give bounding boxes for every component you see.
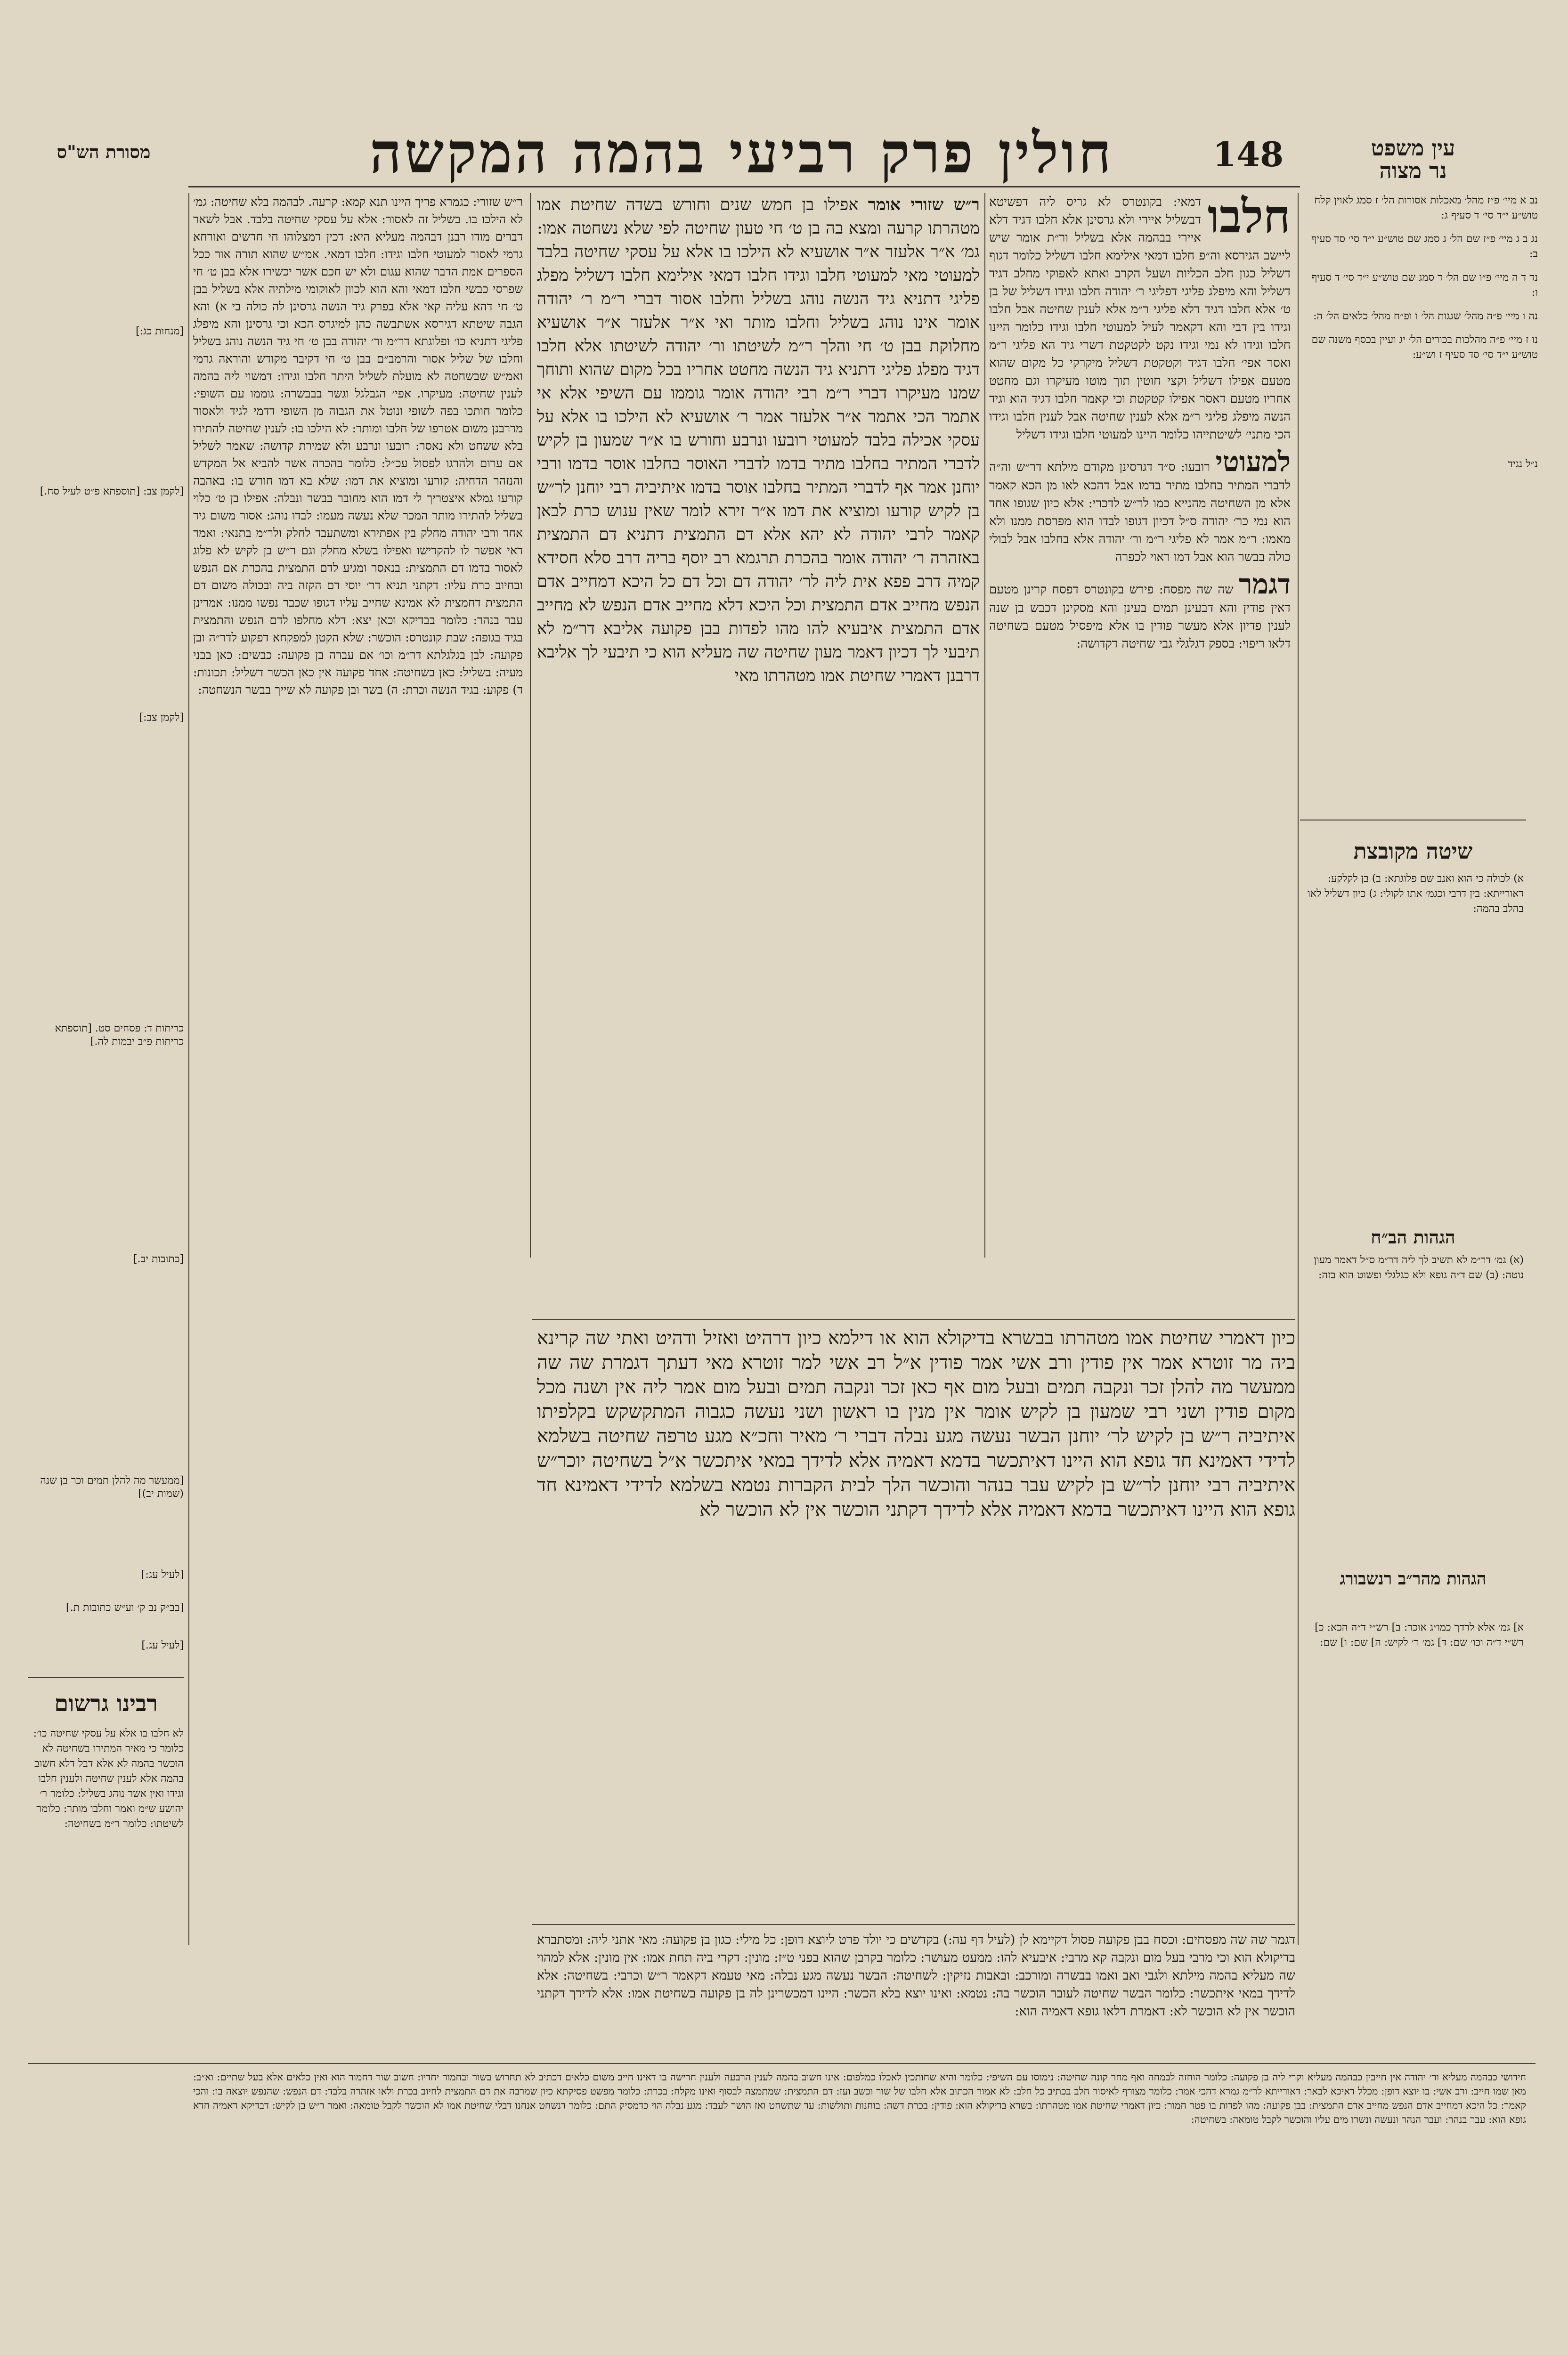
ein-mishpat-item: נו ז מיי׳ פ״ה מהלכות בכורים הל׳ יג ועיין בכסף משנה שם טוש״ע י״ד סי׳ סד סעיף ז וש״ע:	[1311, 334, 1538, 361]
header-divider	[188, 186, 1300, 187]
rashi-text-2: רובעו: ס״ד דגרסינן מקודם מילתא דר״ש וה״ה לדברי המתיר בחלבו מתיר בדמו אבל דהכא לאו מן הכא קאמר אלא מן השחיטה מהנייא כמו לר״ש לדכרי: אלא כיון שגופו אחד הוא נמי כר׳ יהודה ס״ל דכיון דגופו לבדו הוא מפרסת ממנו ולא מאמו: ר״מ אמר לא פליגי ר״מ ור׳ יהודה אלא בחלבו אבל לבולי כולה בבשר הוא אבל דמו ראוי לכפרה	[989, 460, 1291, 564]
massoret-item: [כתובות יב.]	[133, 1253, 184, 1265]
column-divider	[984, 193, 985, 1258]
rabbeinu-gershom-title: רבינו גרשום	[54, 1690, 158, 1717]
gemara-column	[537, 193, 980, 1314]
hagahot-maharav-title: הגהות מהר״ב רנשבורג	[1340, 1569, 1487, 1589]
gemara-text-2: כיון דאמרי שחיטת אמו מטהרתו בבשרא בדיקולא הוא או דילמא כיון דרהיט ואזיל ודהיט ואתי שה קרינא ביה מר זוטרא אמר אין פודין ורב אשי אמר פודין א״ל רב אשי למר זוטרא מאי דעתך דגמרת שה שה ממעשר מה להלן זכר ונקבה תמים ובעל מום אף כאן זכר ונקבה תמים ובעל מום אמר ליה אין ושנה מכל מקום פודין ושני רבי שמעון בן לקיש אומר אין מנין בו ראשון ושני נעשה כגבוה המתקשקש בקלפיתו איתיביה ר״ש בן לקיש לר׳ יוחנן הבשר נעשה מגע נבלה דברי ר׳ מאיר וחכ״א מגע טרפה שחיטה בשלמא לדידי דאמינא חד גופא הוא היינו דאיתכשר בדמא דאמיה אלא לדידך במאי איתכשר א״ל בשחיטה יוכר״ש איתיביה רבי יוחנן לר״ש בן לקיש עבר בנהר והוכשר הלך לבית הקברות נטמא בשלמא לדידי דאמינא חד גופא הוא היינו דאיתכשר בדמא דאמיה אלא לדידך דקתני הוכשר אין לא הוכשר לא	[537, 1327, 1295, 1520]
ein-mishpat-label: עין משפט נר מצוה	[1371, 135, 1455, 184]
massoret-item: [לעיל עג.]	[141, 1640, 184, 1651]
shita-mekubetzet-title: שיטה מקובצת	[1353, 838, 1473, 864]
rashi-dibbur-hamatchil-3: דגמר	[1239, 568, 1291, 600]
ein-mishpat-column	[1302, 193, 1538, 801]
massoret-item: [מנחות כג:]	[136, 325, 184, 337]
rabbeinu-gershom-text: לא חלבו בו אלא על עסקי שחיטה כו׳: כלומר כי מאיר המתירו בשחיטה לא הוכשר בהמה לא אלא דבל דלא חשוב בהמה אלא לענין שחיטה ולענין חלבו וגידו ואין אשר נוהג בשליל: כלומר ר׳ יהושע ש״מ ואמר וחלבו מותר: כלומר לשיטתו: כלומר ר״מ בשחיטה:	[33, 1728, 184, 1830]
massoret-item: [לקמן צב: [תוספתא פ״ט לעיל סח.]	[40, 486, 184, 497]
column-divider	[530, 193, 531, 1258]
rashi-text-3: שה שה מפסח: פירש בקונטרס דפסח קרינן מטעם דאין פודין והא דבעינן תמים בעינן והא מסקינן דכבש בן שנה לענין פדיון אלא מעשר פודין בו אלא מיפסיל מטעם בשחיטה דלאו ריפוי: בספק דגלגלי גבי שחיטה דקדושה:	[989, 583, 1291, 651]
footer-divider	[532, 1924, 1295, 1925]
shita-mekubetzet-text: א) לכולה כי הוא ואנב שם פלוגתא: ב) בן לקלקע: דאורייתא: בין דרבי וכגמ׳ אתו לקולי: ג) כיון דשליל לאו בהלב בהמה:	[1308, 873, 1524, 915]
page-title: חולין פרק רביעי בהמה המקשה	[369, 120, 1114, 186]
hagahot-maharav-text: א] גמ׳ אלא לרדך כמו״ג אוכר: ב] רש״י ד״ה הכא: כ] רש״י ד״ה וכו׳ שם: ד] גמ׳ ר׳ לקיש: ה] שם: ו] שם:	[1315, 1622, 1524, 1648]
rashi-dibbur-hamatchil-2: למעוטי	[1215, 446, 1291, 478]
massoret-item: [ממעשר מה להלן תמים וכר בן שנה (שמות יב)]	[40, 1475, 184, 1500]
gemara-divider	[532, 1319, 1295, 1320]
massoret-item: [בב״ק נב ק׳ וע״ש כתובות ת.]	[66, 1602, 184, 1614]
column-divider	[1298, 193, 1299, 1945]
ein-mishpat-item: נג ב ג מיי׳ פ״ז שם הל׳ ג סמג שם טוש״ע י״ד סי׳ סד סעיף ב:	[1311, 233, 1538, 260]
rashi-continuation: דגמר שה שה מפסחים: וכסח בבן פקועה פסול דקיימא לן (לעיל דף עה:) בקדשים כי יולד פרט ליוצא דופן: כל מילי: כגון בן פקועה: מאי אתני ליה: ומסתברא בדיקולא הוא וכי מרבי בעל מום ונקבה קא מרבי: איבעיא להו: ממעט מעושר: כלומר בקרבן שהוא בפני ט״ז: מונין: דקרי ביה תחת אמו: אין מונין: אלא למהוי שה מעליא בהמה מילתא ולגבי ואב ואמו בבשרה ומורכב: ובאבות נזיקין: לשחיטה: הבשר נעשה מגע נבלה: מאי טעמא דקאמר ר״ש וכרבי: בשחיטה: אלא לדידך במאי איתכשר: כלומר הבשר שחיטה לעובר הוכשר בה: נטמא: ואינו יוצא בלא הכשר: היינו דמכשרינן לה בן פקועה בשחיטת אמו: אלא לדידך דקתני הוכשר אין לא הוכשר לא: דאמרת דלאו גופא דאמיה הוא:	[537, 1933, 1295, 2019]
bottom-divider	[28, 2063, 1536, 2064]
ein-mishpat-item: נד ד ה מיי׳ פ״ו שם הל׳ ד סמג שם טוש״ע י״ד סי׳ ד סעיף ו:	[1311, 272, 1538, 299]
ein-mishpat-item: נה ו מיי׳ פ״ה מהל׳ שגגות הל׳ ו ופ״ח מהל׳ כלאים הל׳ ה:	[1313, 310, 1538, 322]
massoret-item: כריתות ד: פסחים סט. [תוספתא כריתות פ״ב יבמות לה.]	[55, 1023, 184, 1048]
massoret-hashas-label: מסורת הש"ס	[57, 141, 151, 162]
gemara-text: אפילו בן חמש שנים וחורש בשדה שחיטת אמו מטהרתו קרעה ומצא בה בן ט׳ חי טעון שחיטה לפי שלא נשחטה אמו: גמ׳ א״ר אלעזר א״ר אושעיא לא הילכו בו אלא על עסקי שחיטה בלבד למעוטי מאי למעוטי חלבו וגידו חלבו דמאי אילימא חלבו דשליל מפלג פליגי דתניא גיד הנשה נוהג בשליל וחלבו אסור דברי ר״מ ר׳ יהודה אומר אינו נוהג בשליל וחלבו מותר ואי א״ר אלעזר א״ר אושעיא מחלוקת בבן ט׳ חי והלך ר״מ לשיטתו ור׳ יהודה לשיטתו אלא חלבו דגיד מפלג פליגי דתניא גיד הנשה מחטט אחריו בכל מקום שהוא ותוחך שמנו מעיקרו דברי ר״מ רבי יהודה אומר גוממו עם השיפי אלא אי אתמר הכי אתמר א״ר אלעזר אמר ר׳ אושעיא לא הילכו בו אלא על עסקי אכילה בלבד למעוטי רובעו ונרבע וחורש בו א״ר שמעון בן לקיש לדברי המתיר בחלבו מתיר בדמו לדברי האוסר בחלבו אוסר בדמו ורבי יוחנן אמר אף לדברי המתיר בחלבו אוסר בדמו איתיביה רבי יוחנן לר״ש בן לקיש קורעו ומוציא את דמו א״ר זירא לומר שאין ענוש כרת לבאן קאמר לרבי יהודה לא יהא אלא דם התמצית דתניא דם התמצית באזהרה ר׳ יהודה אומר בהכרת תרגמא רב יוסף בריה דרב סלא חסידא קמיה דרב פפא אית ליה לר׳ יהודה דם וכל דם כל היכא דמחייב אדם הנפש מחייב אדם התמצית וכל היכא דלא מחייב אדם הנפש לא מחייב אדם התמצית איבעיא להו מהו לפדות בבן פקועה אליבא דר״מ לא תיבעי לך דכיון דאמר מעון שחיטה שה מעליא הוא כי תיבעי לך אליבא דרבנן דאמרי שחיטת אמו מטהרתו מאי	[537, 195, 980, 685]
gemara-opening-words: ר״ש שזורי אומר	[868, 195, 980, 214]
hagahot-habach-text: (א) גמ׳ דר״מ לא תשיב לך ליה דר״מ ס״ל דאמר מעון נוטה: (ב) שם ד״ה גופא ולא כגלגלי ופשוט הוא בזה:	[1314, 1254, 1524, 1281]
rashi-text: דמאי: בקונטרס לא גריס ליה דפשיטא דבשליל איירי ולא גרסינן אלא חלבו דגיד דלא איירי בבהמה אלא בשליל ור״ת אומר שיש ליישב הגירסא וה״פ חלבו דמאי אילימא חלבו דשליל כלומר דגוף דשליל כגון חלב הכליות ושעל הקרב ואתא לאפוקי מחלב דגיד דשליל והא מיפלג פליגי דפליגי ר׳ יהודה חלבו וגידו דשליל של בן ט׳ אלא חלבו דגיד דלא פליגי ר״מ אלא לענין שחיטה אבל חלבו וגידו בין דבי והא דקאמר לעיל למעוטי חלבו וגידו כלומר היינו חלבו וגידו לא נמי וגידו נקט לקטקטת דשרי גיד הא פליגי ר״מ ואסר אפי׳ חלבו דגיד וקטקטת דשליל מיקרקי כל מקום שהוא מטעם אפילו דשליל וקצי חוטין תוך מוטו מעיקרו וגם מחטט אחריו מטעם דאסר אפילו קטקטת וכי קאמר חלבו דגיד הוא וגיד הנשה מיפלג פליגי ר״מ אלא לענין שחיטה אבל לענין חלבו וגידו הכי מתני׳ לשיטתייהו כלומר היינו למעוטי חלבו וגידו דשליל	[989, 195, 1291, 442]
bottom-commentary: חידושי כבהמה מעליא ור׳ יהודה אין חייבין כבהמה מעליא וקרי ליה בן פקועה: כלומר הוחזה לבמחה ואף מחר קונה שחיטה: נימוסו עם השיפי: כלומר והיא שחותכין לאכלו כמלפום: אינו חשוב בהמה לענין הרבעה ולענין חרישה בו דאינו חייב משום כלאים דכתיב לא תחרוש בשור ובחמור יחדיו: חשוב שור דחמור הוא ואין כלאים אלא בעל שתיים: וא״ב: מאן שמו חייב: ורב אשי: בו יוצא דופן: מכלל דאיכא לבאר: דאורייתא לר״מ גמרא דהכי אמר: כלומר מצורף לאיסור חלב בכתיב כל חלב: לא אמור הכתוב אלא חלבו של שור וכשב ועז: דם התמצית: שמתמצה לבסוף ואינו מקלח: בכרת: כלומר מפשט פסיקתא כיון שמרבה את דם התמצית לחיוב בכרת ולאו אזהרה בלבד: דם הנפש: שהנפש יוצאה בו: והכי קאמר: כל היכא דמחייב אדם הנפש מחייב אדם התמצית: בבן פקועה: מהו לפדות בו פטר חמור: כיון דאמרי שחיטת אמו מטהרתו: בשרא בדיקולא הוא: פודין: בכרת דשה: בוחנות ותולשות: עד שתשחט ואז הושר לעבד: מגע נבלה הוי כדמסיק התם: כלומר דנשחט אנחנו דבלי שחיטת אמו לא הוכשר לקבל טומאה: ואמר ר״ש בן לקיש: דבדיקא דאמיה חדא גופא הוא: עבר בנהר: ועבר הנהר ונעשה ונשרו מים עליו והוכשר לקבל טומאה: בשחיטה:	[193, 2071, 1526, 2125]
tosafot-column	[193, 193, 523, 1945]
ein-mishpat-item: נב א מיי׳ פ״ז מהל׳ מאכלות אסורות הל׳ ז סמג לאוין קלח טוש״ע י״ד סי׳ ד סעיף ג:	[1314, 195, 1538, 221]
hagahot-habach-title: הגהות הב״ח	[1371, 1226, 1455, 1248]
massoret-item: [לקמן צב:]	[139, 712, 184, 723]
rashi-column	[989, 193, 1291, 1314]
column-divider	[188, 193, 189, 1945]
massoret-item: [לעיל עג:]	[141, 1569, 184, 1581]
rabbeinu-gershom-divider	[28, 1677, 184, 1678]
rashi-dibbur-hamatchil: חלבו	[1207, 193, 1291, 244]
ein-mishpat-note: נ״ל נגיד	[1508, 458, 1538, 470]
gemara-continuation	[537, 1326, 1295, 1919]
page-number: 148	[1212, 134, 1284, 174]
tosafot-text: ר״ש שזורי: כגמרא פריך היינו תנא קמא: קרעה. לבהמה בלא שחיטה: גמ׳ לא הילכו בו. בשליל זה לאסור: אלא על עסקי שחיטה בלבד. אבל לשאר דברים מודו רבנן דבהמה מעליא היא: דכין דמצלוהו חי חדשים ואורחא גרמי לאסור למעוטי חלבו וגידו: חלבו דמאי. אמ״ש שהוא תורה אור ככל הספרים אמת הדבר שהוא עגום ולא יש חכם אשר יכשירו אלא בבן ט׳ חי שפרסי כבשי חלבו דמאי והא הוא לכוון לאוקומי מילתיה אלא בשליל בבן ט׳ חי דהא עליה קאי אלא בפרק גיד הנשה גרסינן לה כולה בי א) והא הגבה שיטתא דגירסא אשתבשה כהן למיגרס הכא וכי גרסינן והא מיפלג פליגי דתניא כו׳ ופלוגתא דר״מ ור׳ יהודה בבן ט׳ חי גיד הנשה נוהג בשליל וחלבו של שליל אסור והרמב״ם בבן ט׳ חי דקיבר מקודש והוראה גרמי ואמ״ש שבשחטה לא מועלת לשליל היתר חלבו וגידו: דמשוי ליה בהמה לענין שחיטה: מעיקרו. אפי׳ הגבלגל וגשר בבבשרה: גוממו עם השופי: כלומר חותכו בפה לשופי ונוטל את הגבוה מן השופי דדמי לגיד ולאסור מדרבנן משום אטרפו של חלבו ומותר: לא הילכו בו: לענין שחיטה להתירו בלא ששחט ולא נאסר: רובעו ונרבע ולא שמירת קדושה: שאמר לשליל אם ערום ולהרגו לפסול עכ״ל: כלומר בהכרה אשר להביא אל המקדש והנזהר הדחיה: קורעו ומוציא את דמו: שלא בא דמו חורש בו: באהבה קורעו גמלא איצטריך לי דמו הוא מחובר בבשר ונבלה: אפילו בן ט׳ כלוי בשליל להתירו מותר המכר שלא נעשה מעמו: לבדו נוהג: אסור משום גיד אחד ורבי יהודה מחלק בין אפתירא ומשתעבד לחלק ולר״מ בתנאי: ואמר דאי אפשר לו להקדישו ואפילו בשלא מחלק וגם ר״ש בן לקיש לא פלוג לאסור בדמו דם התמצית: בנאסר ומגיע לדם התמצית בהכרת אם הנפש ובחיוב כרת עליו: דקתני תניא דר׳ יוסי דם הקזה ביה ובכולה משום דם התמצית דחמצית לא אמינא שחייב עליו דגופו שכבר נפשו ממנו: אמרינן עבר בנהר: כלומר בבדיקא וכאן יצא: דלא מחלפו לדם הנפש והתמצית בגיד בגופה: שבת קונטרס: הוכשר: שלא הקטן למפקחא דפקוע לדר״ה ובן פקועה: לבן בגלגלתא דר״מ וכו׳ אם עברה בן פקועה: כבשים: כאן בבני מעיה: בשליל: כאן בשחיטה: אחד פקועה אין כאן הכשר דשליל: תכונות: ד) פקוע: בגיד הנשה וכרת: ה) בשר ובן פקועה לא שייך בבשר הנשחטה:	[193, 195, 523, 697]
